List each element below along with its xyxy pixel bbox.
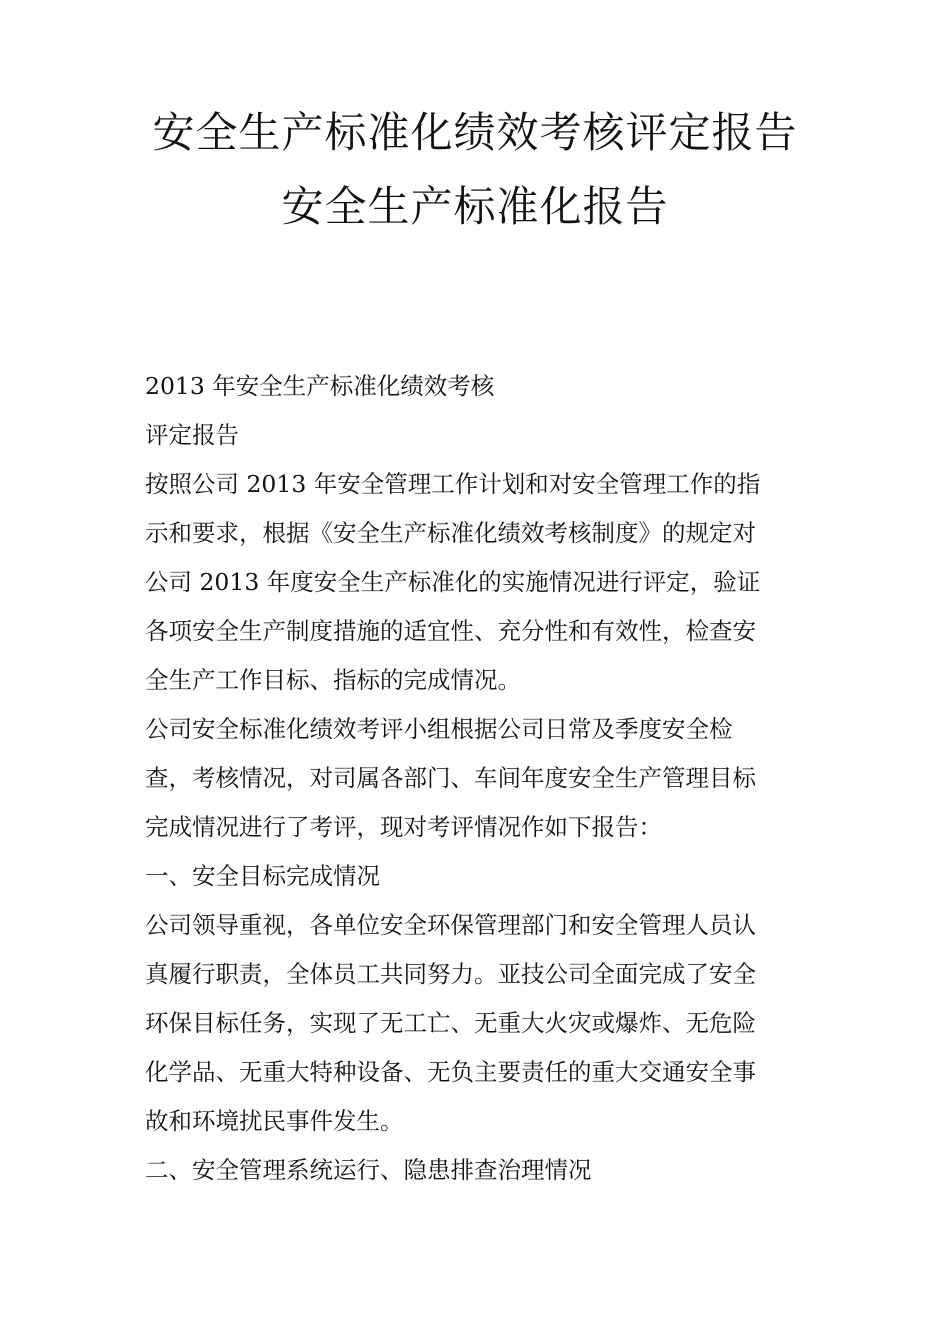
section-heading: 一、安全目标完成情况 <box>145 862 380 890</box>
section-heading: 二、安全管理系统运行、隐患排查治理情况 <box>145 1156 592 1184</box>
body-line: 公司 2013 年度安全生产标准化的实施情况进行评定，验证 <box>145 568 761 596</box>
body-line: 各项安全生产制度措施的适宜性、充分性和有效性，检查安 <box>145 617 756 645</box>
body-line: 环保目标任务，实现了无工亡、无重大火灾或爆炸、无危险 <box>145 1009 756 1037</box>
document-subtitle: 安全生产标准化报告 <box>281 182 669 231</box>
body-line: 查，考核情况，对司属各部门、车间年度安全生产管理目标 <box>145 764 756 792</box>
document-title: 安全生产标准化绩效考核评定报告 <box>152 108 798 157</box>
body-line: 完成情况进行了考评，现对考评情况作如下报告： <box>145 813 662 841</box>
body-line: 公司领导重视，各单位安全环保管理部门和安全管理人员认 <box>145 911 756 939</box>
document-body <box>145 362 815 1195</box>
body-line: 公司安全标准化绩效考评小组根据公司日常及季度安全检 <box>145 715 733 743</box>
body-line: 2013 年安全生产标准化绩效考核 <box>145 372 495 400</box>
body-line: 示和要求，根据《安全生产标准化绩效考核制度》的规定对 <box>145 519 756 547</box>
body-line: 全生产工作目标、指标的完成情况。 <box>145 666 521 694</box>
body-line: 真履行职责，全体员工共同努力。亚技公司全面完成了安全 <box>145 960 756 988</box>
body-line: 化学品、无重大特种设备、无负主要责任的重大交通安全事 <box>145 1058 756 1086</box>
body-line: 评定报告 <box>145 421 239 449</box>
body-line: 按照公司 2013 年安全管理工作计划和对安全管理工作的指 <box>145 470 761 498</box>
body-line: 故和环境扰民事件发生。 <box>145 1107 404 1135</box>
